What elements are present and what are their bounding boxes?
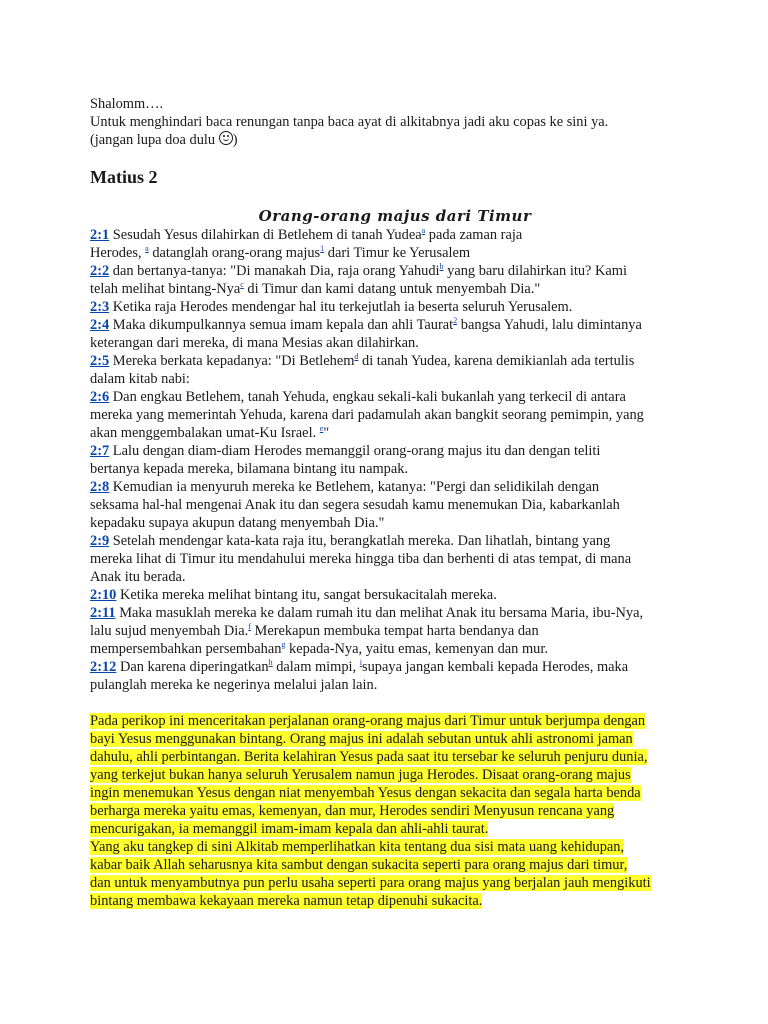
footnote-link[interactable]: 1 xyxy=(320,244,325,254)
footnote-link[interactable]: b xyxy=(439,262,444,272)
highlighted-text: ingin menemukan Yesus dengan niat menyembah Yesus dengan sekacita dan segala harta benda xyxy=(90,785,641,801)
reflection-line xyxy=(90,802,690,820)
verse-text: lalu sujud menyembah Dia. xyxy=(90,623,249,639)
verse-line xyxy=(90,622,690,640)
verse-line xyxy=(90,532,690,550)
verse-text: Setelah mendengar kata-kata raja itu, berangkatlah mereka. Dan lihatlah, bintang yang xyxy=(109,533,611,549)
footnote-link[interactable]: h xyxy=(268,658,273,668)
highlighted-text: berharga mereka yaitu emas, kemenyan, dan mur, Herodes sendiri Menyusun rencana yang xyxy=(90,803,615,819)
intro-text: Untuk menghindari baca renungan tanpa baca ayat di alkitabnya jadi aku copas ke sini ya. xyxy=(90,114,609,130)
reflection-line xyxy=(90,838,690,856)
verse-text: bangsa Yahudi, lalu dimintanya xyxy=(457,317,642,333)
verse-line xyxy=(90,334,690,352)
verse-text: seksama hal-hal mengenai Anak itu dan segera sesudah kamu menemukan Dia, kabarkanlah xyxy=(90,497,620,513)
footnote-link[interactable]: g xyxy=(281,640,286,650)
highlighted-text: yang terkejut bukan hanya seluruh Yerusalem namun juga Herodes. Disaat orang-orang majus xyxy=(90,767,631,783)
verse-text: di Timur dan kami datang untuk menyembah Dia." xyxy=(243,281,541,297)
reflection-line xyxy=(90,748,690,766)
verse-line xyxy=(90,262,690,280)
verse-line xyxy=(90,514,690,532)
verse-text: telah melihat bintang-Nya xyxy=(90,281,241,297)
verse-reference-link[interactable]: 2:11 xyxy=(90,605,116,621)
reflection-line xyxy=(90,892,690,910)
verse-reference-link[interactable]: 2:6 xyxy=(90,389,110,405)
footnote-link[interactable]: e xyxy=(319,424,324,434)
verse-text: Kemudian ia menyuruh mereka ke Betlehem, katanya: "Pergi dan selidikilah dengan xyxy=(109,479,600,495)
reflection-line xyxy=(90,766,690,784)
verse-line xyxy=(90,676,690,694)
prayer-reminder-text: (jangan lupa doa dulu xyxy=(90,132,219,148)
reflection-line xyxy=(90,730,690,748)
verse-text: Dan karena diperingatkan xyxy=(116,659,269,675)
verse-text: akan menggembalakan umat-Ku Israel. xyxy=(90,425,320,441)
verse-line xyxy=(90,298,690,316)
smiley-face-icon xyxy=(219,131,233,145)
verse-text: mereka yang memerintah Yehuda, karena dari padamulah akan bangkit seorang pemimpin, yang xyxy=(90,407,644,423)
prayer-reminder-close: ) xyxy=(232,132,238,148)
highlighted-text: bintang membawa kekayaan mereka namun tetap dipenuhi sukacita. xyxy=(90,893,483,909)
verse-line xyxy=(90,280,690,298)
highlighted-text: dan untuk menyambutnya pun perlu usaha seperti para orang majus yang berjalan jauh mengikuti xyxy=(90,875,651,891)
verse-line xyxy=(90,586,690,604)
verse-line xyxy=(90,352,690,370)
highlighted-text: kabar baik Allah seharusnya kita sambut dengan sukacita seperti para orang majus dari timur, xyxy=(90,857,628,873)
verse-text: yang baru dilahirkan itu? Kami xyxy=(443,263,627,279)
reflection-line xyxy=(90,856,690,874)
footnote-link[interactable]: 2 xyxy=(453,316,458,326)
highlighted-text: Pada perikop ini menceritakan perjalanan orang-orang majus dari Timur untuk berjumpa dengan xyxy=(90,713,646,729)
verse-text: kepadaku supaya akupun datang menyembah Dia." xyxy=(90,515,385,531)
footnote-link[interactable]: d xyxy=(354,352,359,362)
verse-line xyxy=(90,550,690,568)
greeting: Shalomm…. xyxy=(90,96,164,112)
verse-text: supaya jangan kembali kepada Herodes, maka xyxy=(362,659,629,675)
verse-line xyxy=(90,496,690,514)
verse-line xyxy=(90,388,690,406)
verse-line xyxy=(90,658,690,676)
verse-reference-link[interactable]: 2:3 xyxy=(90,299,110,315)
verse-reference-link[interactable]: 2:2 xyxy=(90,263,110,279)
reflection-paragraph xyxy=(90,712,690,910)
verse-line xyxy=(90,604,690,622)
verse-text: mempersembahkan persembahan xyxy=(90,641,282,657)
footnote-link[interactable]: f xyxy=(248,622,251,632)
footnote-link[interactable]: a xyxy=(145,244,149,254)
verse-text: dalam kitab nabi: xyxy=(90,371,190,387)
verse-reference-link[interactable]: 2:7 xyxy=(90,443,110,459)
verse-reference-link[interactable]: 2:10 xyxy=(90,587,117,603)
verse-text: Sesudah Yesus dilahirkan di Betlehem di tanah Yudea xyxy=(109,227,422,243)
verse-line xyxy=(90,370,690,388)
verse-line xyxy=(90,316,690,334)
footnote-link[interactable]: c xyxy=(240,280,244,290)
highlighted-text: bayi Yesus menggunakan bintang. Orang majus ini adalah sebutan untuk ahli astronomi jaman xyxy=(90,731,633,747)
verse-text: Ketika mereka melihat bintang itu, sangat bersukacitalah mereka. xyxy=(116,587,497,603)
prayer-reminder xyxy=(90,131,690,149)
reflection-line xyxy=(90,820,690,838)
verse-line xyxy=(90,424,690,442)
verse-text: Lalu dengan diam-diam Herodes memanggil orang-orang majus itu dan dengan teliti xyxy=(109,443,601,459)
footnote-link[interactable]: a xyxy=(421,226,426,236)
highlighted-text: dahulu, ahli perbintangan. Berita kelahiran Yesus pada saat itu tersebar ke seluruh penjuru dunia, xyxy=(90,749,648,765)
reflection-line xyxy=(90,784,690,802)
verse-reference-link[interactable]: 2:5 xyxy=(90,353,110,369)
verse-text: Maka masuklah mereka ke dalam rumah itu dan melihat Anak itu bersama Maria, ibu-Nya, xyxy=(115,605,644,621)
verse-line xyxy=(90,244,690,262)
verse-text: keterangan dari mereka, di mana Mesias akan dilahirkan. xyxy=(90,335,419,351)
verse-reference-link[interactable]: 2:9 xyxy=(90,533,110,549)
verse-text: di tanah Yudea, karena demikianlah ada tertulis xyxy=(358,353,635,369)
verse-text: Ketika raja Herodes mendengar hal itu terkejutlah ia beserta seluruh Yerusalem. xyxy=(109,299,573,315)
highlighted-text: mencurigakan, ia memanggil imam-imam kepala dan ahli-ahli taurat. xyxy=(90,821,489,837)
verse-reference-link[interactable]: 2:12 xyxy=(90,659,117,675)
verse-text: pada zaman raja xyxy=(425,227,523,243)
footnote-link[interactable]: i xyxy=(359,658,362,668)
verse-text: Mereka berkata kepadanya: "Di Betlehem xyxy=(109,353,355,369)
verse-text: " xyxy=(323,425,330,441)
document-page xyxy=(90,95,690,910)
reflection-line xyxy=(90,712,690,730)
verse-reference-link[interactable]: 2:4 xyxy=(90,317,110,333)
verse-line xyxy=(90,478,690,496)
verse-text: dalam mimpi, xyxy=(272,659,360,675)
verse-text: Anak itu berada. xyxy=(90,569,186,585)
chapter-title: Matius 2 xyxy=(90,167,158,187)
verse-line xyxy=(90,226,690,244)
verse-line xyxy=(90,640,690,658)
highlighted-text: Yang aku tangkep di sini Alkitab memperlihatkan kita tentang dua sisi mata uang kehidupan, xyxy=(90,839,625,855)
verse-line xyxy=(90,460,690,478)
verse-text: kepada-Nya, yaitu emas, kemenyan dan mur. xyxy=(285,641,548,657)
verse-text: Maka dikumpulkannya semua imam kepala dan ahli Taurat xyxy=(109,317,454,333)
reflection-line xyxy=(90,874,690,892)
verse-text: Merekapun membuka tempat harta bendanya dan xyxy=(250,623,539,639)
verse-text: datanglah orang-orang majus xyxy=(148,245,321,261)
verse-text: pulanglah mereka ke negerinya melalui jalan lain. xyxy=(90,677,378,693)
verse-text: dan bertanya-tanya: "Di manakah Dia, raja orang Yahudi xyxy=(109,263,440,279)
verse-reference-link[interactable]: 2:1 xyxy=(90,227,110,243)
verse-text: dari Timur ke Yerusalem xyxy=(324,245,471,261)
verse-text: mereka lihat di Timur itu mendahului mereka hingga tiba dan berhenti di atas tempat, di mana xyxy=(90,551,632,567)
verse-text: Herodes, xyxy=(90,245,146,261)
section-title: Orang-orang majus dari Timur xyxy=(258,207,532,225)
verse-reference-link[interactable]: 2:8 xyxy=(90,479,110,495)
verse-line xyxy=(90,406,690,424)
verse-line xyxy=(90,568,690,586)
verse-list xyxy=(90,226,690,694)
verse-line xyxy=(90,442,690,460)
verse-text: Dan engkau Betlehem, tanah Yehuda, engkau sekali-kali bukanlah yang terkecil di antara xyxy=(109,389,626,405)
verse-text: bertanya kepada mereka, bilamana bintang itu nampak. xyxy=(90,461,409,477)
